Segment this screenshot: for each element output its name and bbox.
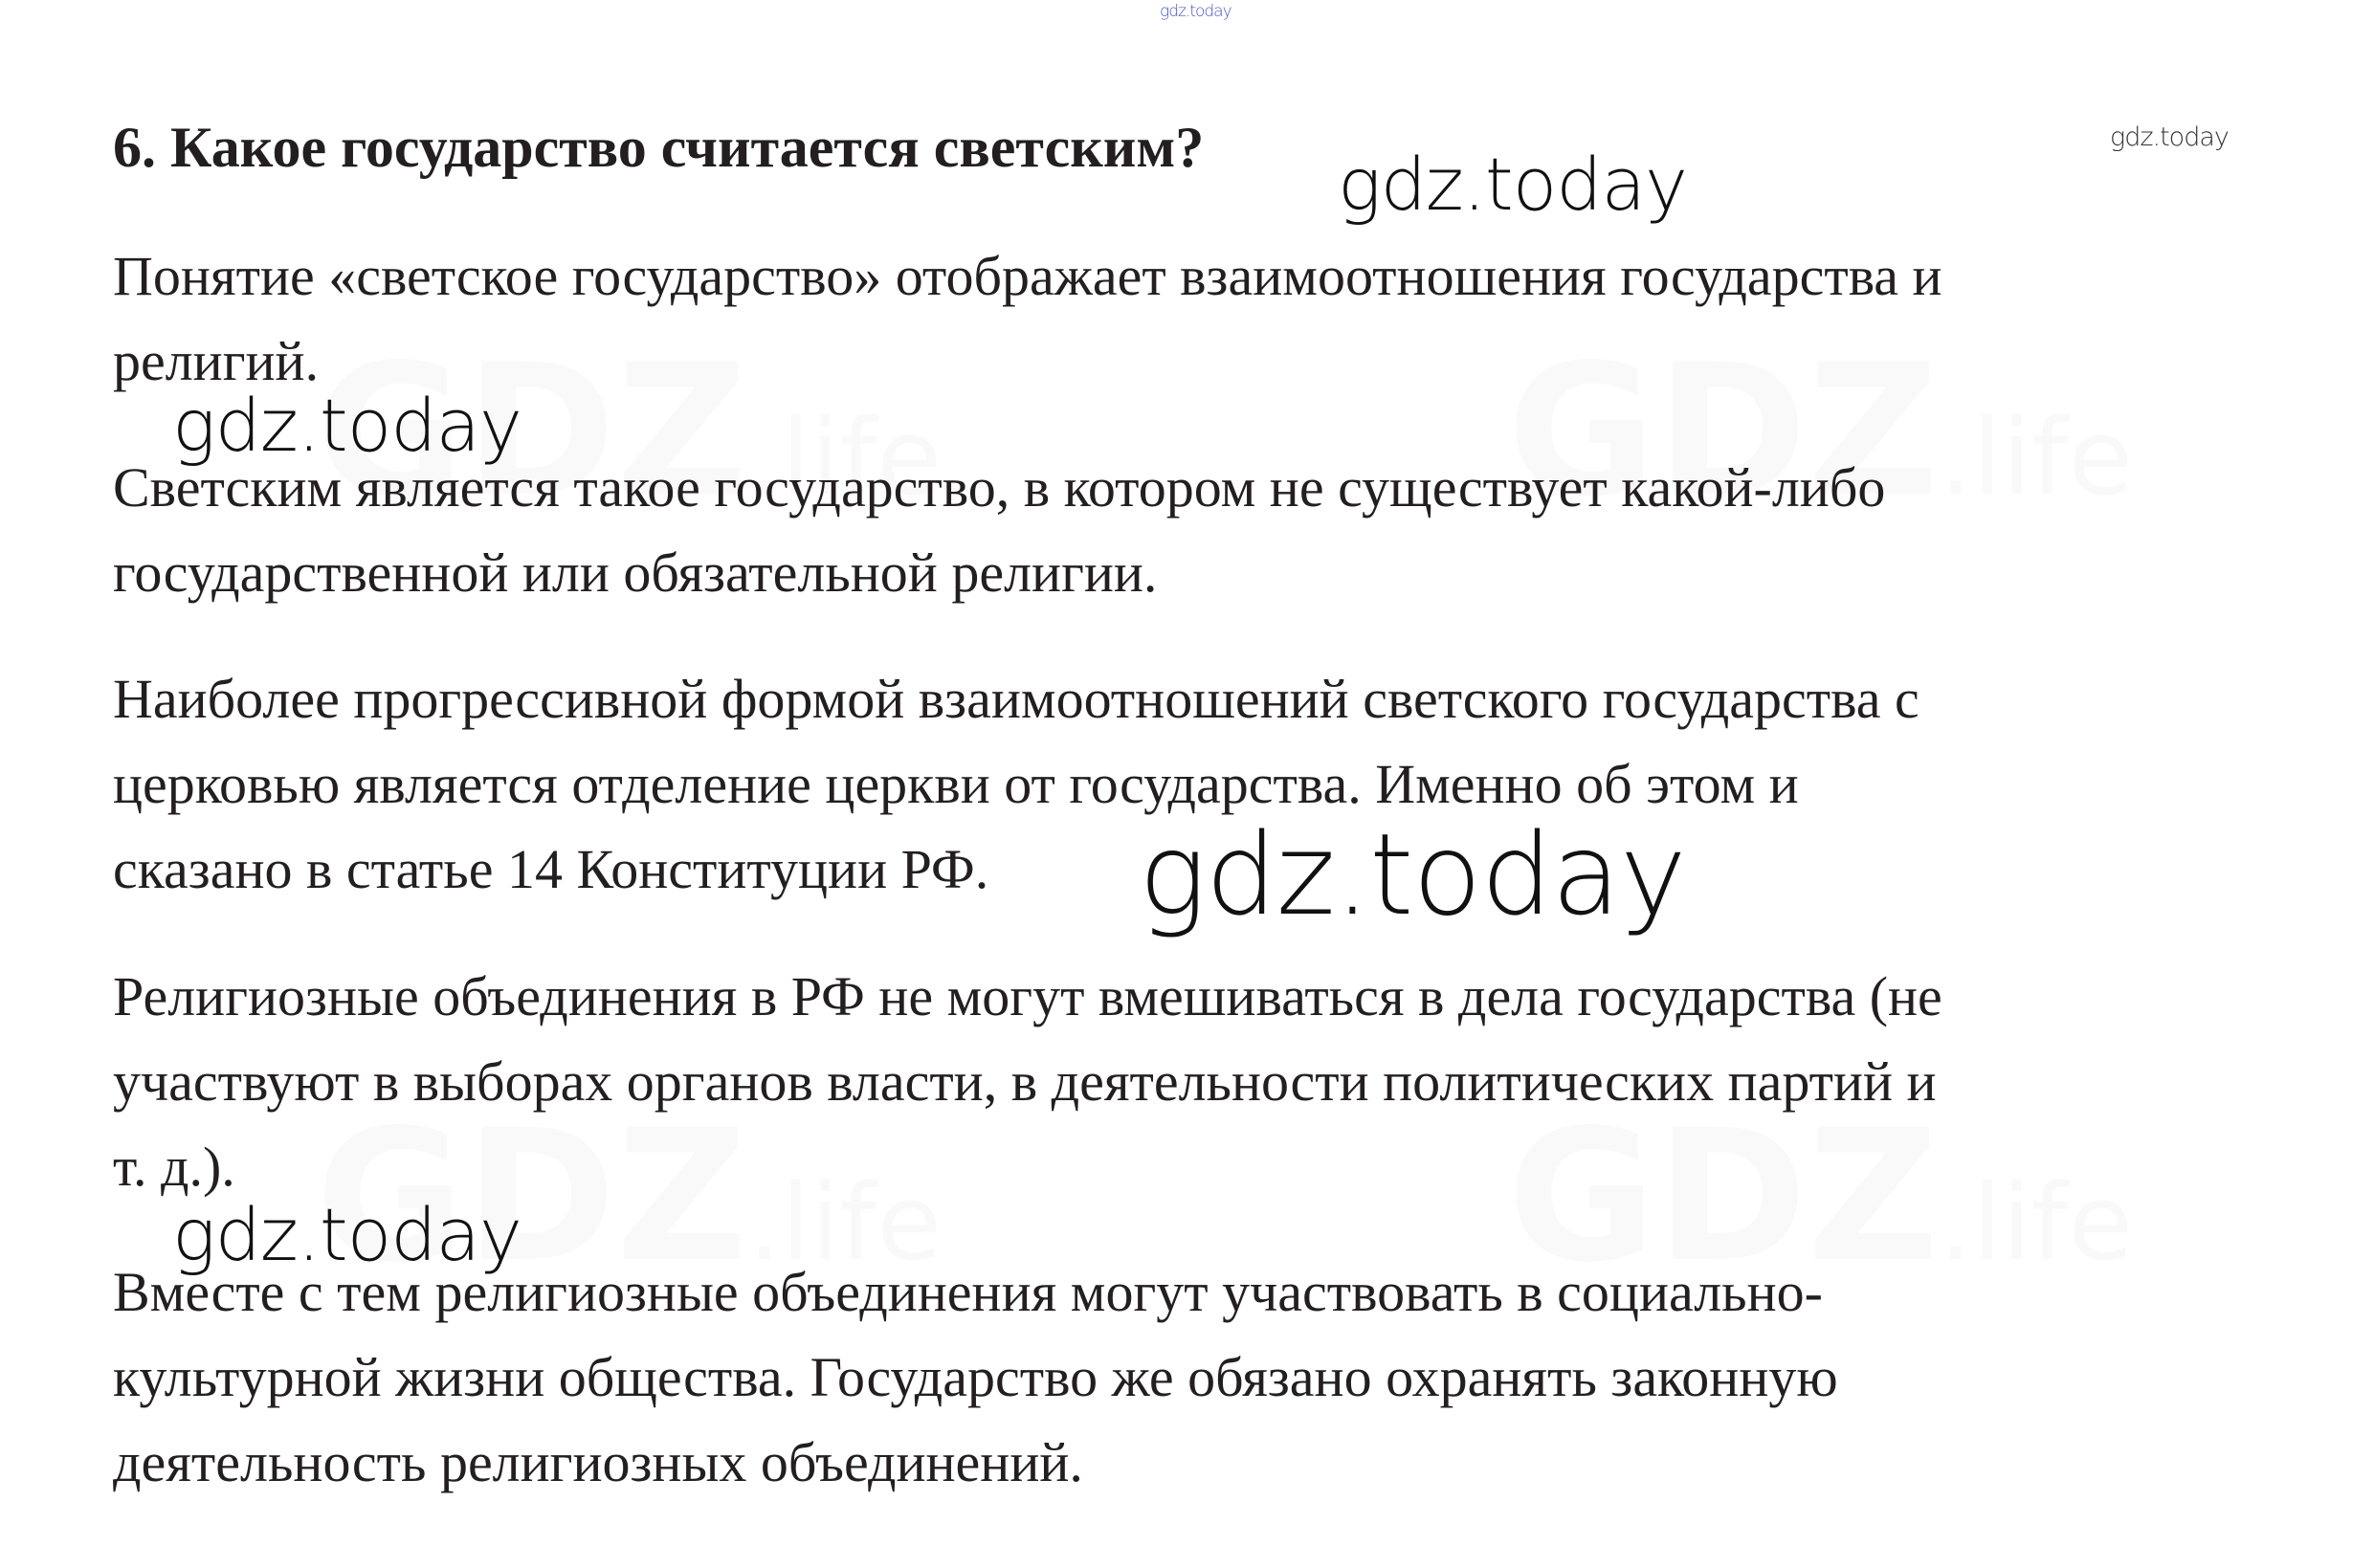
watermark-top-right: gdz.today bbox=[2110, 122, 2229, 152]
watermark: gdz.today bbox=[172, 383, 521, 468]
paragraph-1 bbox=[113, 233, 2275, 404]
paragraph-4 bbox=[113, 954, 2275, 1209]
paragraph-line: церковью является отделение церкви от государства. Именно об этом и bbox=[113, 753, 1799, 815]
question-title: 6. Какое государство считается светским? bbox=[113, 116, 1205, 179]
paragraph-line: Понятие «светское государство» отображает взаимоотношения государства и bbox=[113, 245, 1942, 307]
paragraph-line: деятельность религиозных объединений. bbox=[113, 1431, 1083, 1493]
paragraph-line: Наиболее прогрессивной формой взаимоотношений светского государства с bbox=[113, 668, 1919, 730]
paragraph-line: государственной или обязательной религии. bbox=[113, 541, 1158, 604]
watermark-large: gdz.today bbox=[1139, 808, 1686, 940]
watermark: gdz.today bbox=[1338, 142, 1687, 227]
paragraph-5 bbox=[113, 1249, 2275, 1505]
paragraph-line: участвуют в выборах органов власти, в деятельности политических партий и bbox=[113, 1050, 1937, 1113]
paragraph-2 bbox=[113, 445, 2275, 615]
paragraph-line: религий. bbox=[113, 330, 320, 392]
paragraph-line: сказано в статье 14 Конституции РФ. bbox=[113, 838, 989, 900]
paragraph-line: Вместе с тем религиозные объединения могут участвовать в социально- bbox=[113, 1261, 1823, 1323]
watermark: gdz.today bbox=[172, 1192, 521, 1277]
paragraph-line: культурной жизни общества. Государство же обязано охранять законную bbox=[113, 1346, 1838, 1408]
paragraph-line: Религиозные объединения в РФ не могут вмешиваться в дела государства (не bbox=[113, 965, 1942, 1027]
watermark-top: gdz.today bbox=[1160, 2, 1231, 21]
paragraph-line: Светским является такое государство, в котором не существует какой-либо bbox=[113, 456, 1886, 519]
paragraph-line: т. д.). bbox=[113, 1136, 235, 1198]
